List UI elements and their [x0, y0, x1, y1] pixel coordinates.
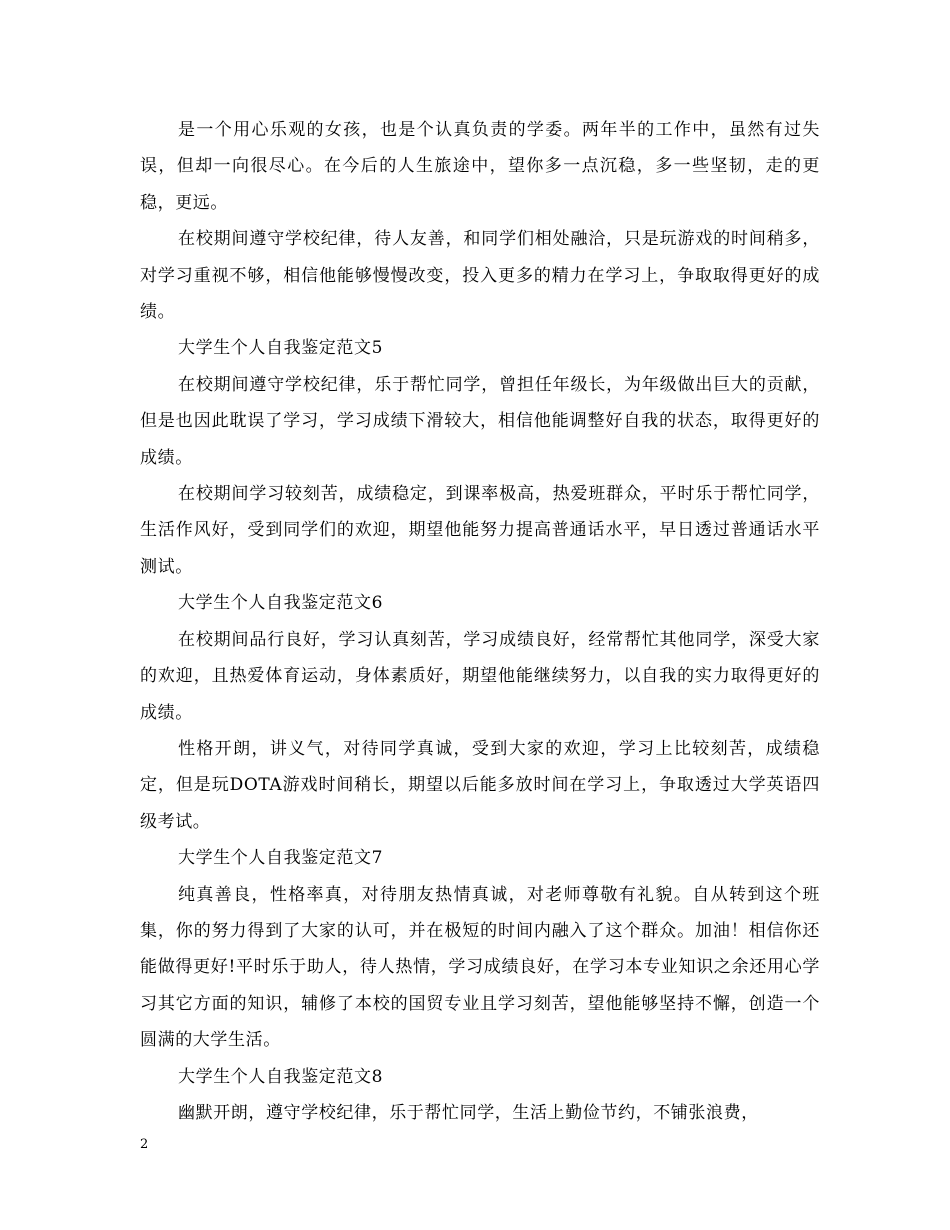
- paragraph: 在校期间遵守学校纪律，待人友善，和同学们相处融洽，只是玩游戏的时间稍多，对学习重视不够，相信他能够慢慢改变，投入更多的精力在学习上，争取取得更好的成绩。: [140, 229, 820, 323]
- paragraph: 在校期间品行良好，学习认真刻苦，学习成绩良好，经常帮忙其他同学，深受大家的欢迎，且热爱体育运动，身体素质好，期望他能继续努力，以自我的实力取得更好的成绩。: [140, 629, 820, 723]
- paragraph: 在校期间学习较刻苦，成绩稳定，到课率极高，热爱班群众，平时乐于帮忙同学，生活作风好，受到同学们的欢迎，期望他能努力提高普通话水平，早日透过普通话水平测试。: [140, 484, 820, 577]
- paragraph: 在校期间遵守学校纪律，乐于帮忙同学，曾担任年级长，为年级做出巨大的贡献，但是也因此耽误了学习，学习成绩下滑较大，相信他能调整好自我的状态，取得更好的成绩。: [140, 374, 820, 468]
- page-body: [140, 112, 820, 1131]
- paragraph: 纯真善良，性格率真，对待朋友热情真诚，对老师尊敬有礼貌。自从转到这个班集，你的努力得到了大家的认可，并在极短的时间内融入了这个群众。加油！相信你还能做得更好!平时乐于助人，待人热情，学习成绩良好，在学习本专业知识之余还用心学习其它方面的知识，辅修了本校的国贸专业且学习刻苦，望他能够坚持不懈，创造一个圆满的大学生活。: [140, 884, 820, 1051]
- section-heading: 大学生个人自我鉴定范文7: [178, 848, 384, 869]
- section-heading: 大学生个人自我鉴定范文6: [178, 593, 384, 614]
- paragraph: 性格开朗，讲义气，对待同学真诚，受到大家的欢迎，学习上比较刻苦，成绩稳定，但是玩DOTA游戏时间稍长，期望以后能多放时间在学习上，争取透过大学英语四级考试。: [140, 738, 820, 832]
- section-heading: 大学生个人自我鉴定范文8: [178, 1066, 384, 1087]
- page-number: 2: [140, 1137, 149, 1152]
- paragraph: 是一个用心乐观的女孩，也是个认真负责的学委。两年半的工作中，虽然有过失误，但却一向很尽心。在今后的人生旅途中，望你多一点沉稳，多一些坚韧，走的更稳，更远。: [140, 120, 820, 213]
- section-heading: 大学生个人自我鉴定范文5: [178, 338, 384, 359]
- paragraph: 幽默开朗，遵守学校纪律，乐于帮忙同学，生活上勤俭节约，不铺张浪费，: [178, 1102, 759, 1123]
